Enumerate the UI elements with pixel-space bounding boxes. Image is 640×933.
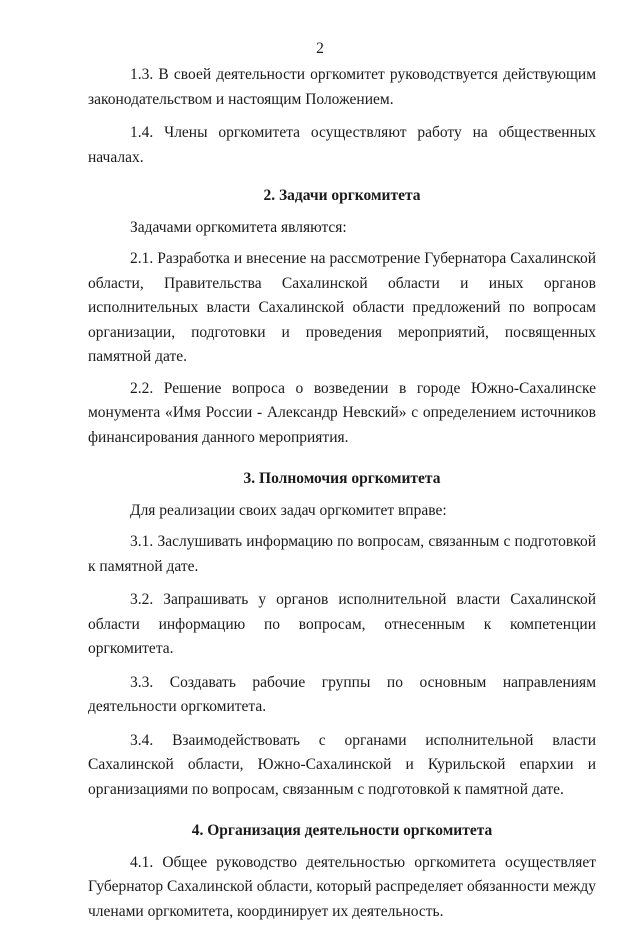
page-number: 2	[316, 40, 324, 57]
paragraph-1-3: 1.3. В своей деятельности оргкомитет руководствуется действующим законодательством и настоящим Положением.	[88, 66, 596, 108]
paragraph-3-3: 3.3. Создавать рабочие группы по основным направлениям деятельности оргкомитета.	[88, 673, 596, 715]
paragraph-3-2: 3.2. Запрашивать у органов исполнительной власти Сахалинской области информацию по вопросам, отнесенным к компетенции оргкомитета.	[88, 591, 596, 657]
section-3-intro: Для реализации своих задач оргкомитет вправе:	[130, 501, 447, 519]
paragraph-4-1: 4.1. Общее руководство деятельностью оргкомитета осуществляет Губернатор Сахалинской области, который распределяет обязанности между членами оргкомитета, координирует их деятельность.	[88, 853, 596, 920]
section-2-heading: 2. Задачи оргкомитета	[263, 187, 421, 204]
paragraph-2-1: 2.1. Разработка и внесение на рассмотрение Губернатора Сахалинской области, Правительства Сахалинской области и иных органов исполнительных власти Сахалинской области предложений по вопросам организации, подготовки и проведения мероприятий, посвященных памятной дате.	[88, 250, 596, 365]
paragraph-3-1: 3.1. Заслушивать информацию по вопросам, связанным с подготовкой к памятной дате.	[88, 533, 596, 575]
section-2-intro: Задачами оргкомитета являются:	[130, 218, 347, 236]
paragraph-1-4: 1.4. Члены оргкомитета осуществляют работу на общественных началах.	[88, 124, 596, 166]
paragraph-3-4: 3.4. Взаимодействовать с органами исполнительной власти Сахалинской области, Южно-Сахалинской и Курильской епархии и организациями по вопросам, связанным с подготовкой к памятной дате.	[88, 731, 596, 798]
section-3-heading: 3. Полномочия оргкомитета	[243, 470, 441, 487]
paragraph-2-2: 2.2. Решение вопроса о возведении в городе Южно-Сахалинске монумента «Имя России - Александр Невский» с определением источников финансирования данного мероприятия.	[88, 379, 596, 446]
document-body	[88, 63, 596, 933]
section-4-heading: 4. Организация деятельности оргкомитета	[191, 822, 493, 839]
